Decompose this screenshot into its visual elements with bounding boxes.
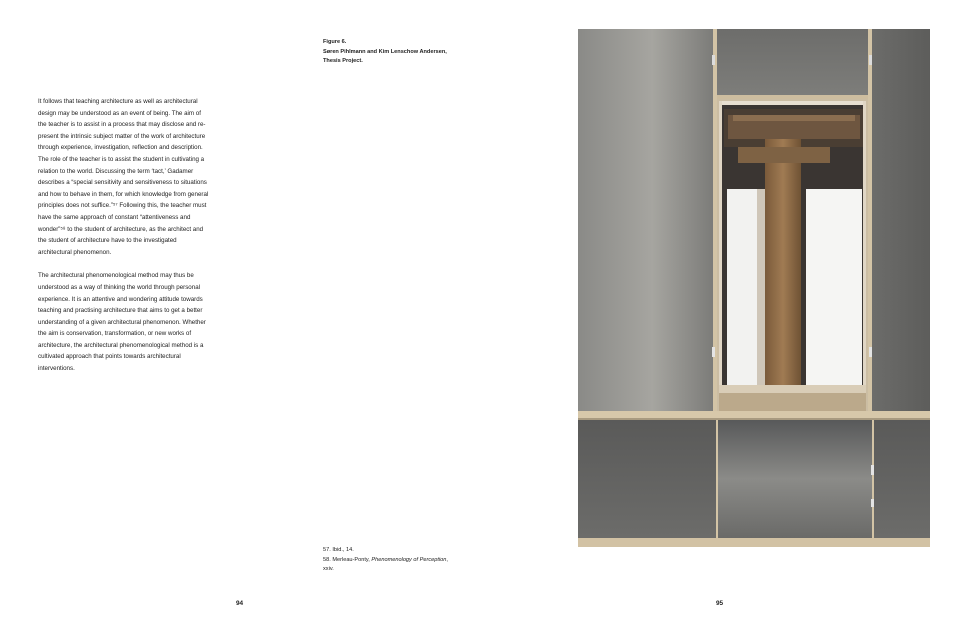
model-photo-illustration	[578, 29, 930, 547]
footnote-58	[323, 556, 453, 566]
paragraph: It follows that teaching architecture as well as architectural design may be understood as an event of being. The aim of the teacher is to assist in a process that may disclose and re-present the intrinsic subject matter of the work of architecture through experience, investigation, reflection and description. The role of the teacher is to assist the student in cultivating a relation to the world. Discussing the term ‘tact,’ Gadamer describes a “special sensitivity and sensitiveness to situations and how to behave in them, for which knowledge from general principles does not suffice.”⁵⁷ Following this, the teacher must have the same approach of constant “attentiveness and wonder”⁵⁸ to the student of architecture, as the architect and the student of architecture have to the investigated architectural phenomenon.	[38, 98, 209, 256]
caption-figure-number: Figure 6.	[323, 39, 347, 45]
footnote-58-suffix: ,	[446, 556, 448, 563]
footnote-58-title: Phenomenology of Perception	[371, 556, 447, 563]
footnote-58-continued: xxiv.	[323, 566, 334, 572]
footnote-57: 57. Ibid., 14.	[323, 547, 354, 553]
caption-authors: Søren Pihlmann and Kim Lenschow Andersen,	[323, 48, 447, 55]
caption-title: Thesis Project.	[323, 58, 363, 64]
figure-caption	[323, 38, 453, 67]
page-number-left: 94	[236, 600, 244, 607]
figure-photo	[578, 29, 930, 547]
page-number-right: 95	[716, 600, 724, 607]
body-text	[38, 96, 210, 387]
paragraph: The architectural phenomenological method may thus be understood as a way of thinking the world through personal experience. It is an attentive and wondering attitude towards teaching and practising architecture that aims to get a better understanding of a given architectural phenomenon. Whether the aim is conservation, transformation, or new works of architecture, the architectural phenomenological method is a cultivated approach that points towards architectural interventions.	[38, 272, 206, 373]
footnote-58-prefix: 58. Merleau-Ponty,	[323, 556, 372, 563]
footnotes	[323, 546, 453, 575]
